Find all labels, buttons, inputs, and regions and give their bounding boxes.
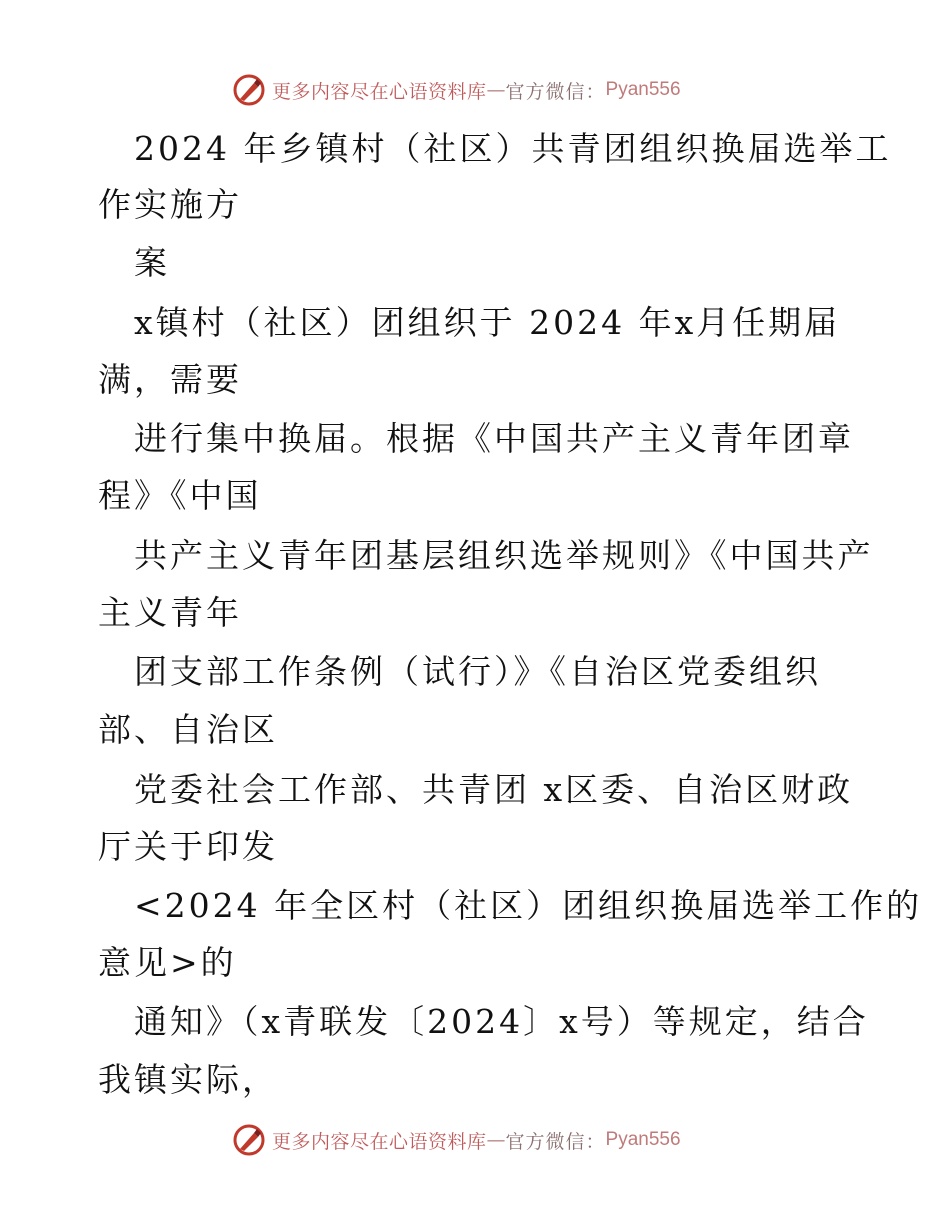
banner-dash: —	[486, 79, 506, 101]
doc-line-5: 满，需要	[98, 360, 242, 399]
doc-line-6: 进行集中换届。根据《中国共产主义青年团章	[134, 419, 854, 458]
banner-dash: —	[486, 1129, 506, 1151]
banner-wechat-handle: Pyan556	[605, 79, 681, 100]
banner-wechat-handle: Pyan556	[605, 1129, 681, 1150]
doc-line-17: 我镇实际，	[98, 1060, 278, 1099]
doc-line-2: 作实施方	[98, 185, 242, 224]
pen-seal-icon	[232, 1123, 266, 1157]
banner-site-text: 更多内容尽在心语资料库	[272, 1130, 487, 1153]
doc-line-12: 党委社会工作部、共青团 x区委、自治区财政	[134, 770, 854, 809]
doc-line-1: 2024 年乡镇村（社区）共青团组织换届选举工	[134, 129, 892, 168]
doc-line-7: 程》《中国	[98, 476, 262, 515]
pen-seal-icon	[232, 73, 266, 107]
doc-line-16: 通知》（x青联发〔2024〕x号）等规定，结合	[134, 1002, 869, 1041]
footer-banner	[232, 1120, 712, 1160]
doc-line-11: 部、自治区	[98, 710, 278, 749]
doc-line-14: <2024 年全区村（社区）团组织换届选举工作的	[134, 886, 923, 925]
banner-wechat-label: 官方微信：	[505, 80, 606, 103]
doc-line-9: 主义青年	[98, 593, 242, 632]
header-banner	[232, 70, 712, 110]
doc-line-10: 团支部工作条例（试行）》《自治区党委组织	[134, 652, 821, 691]
doc-line-3: 案	[134, 243, 170, 282]
banner-site-text: 更多内容尽在心语资料库	[272, 80, 487, 103]
doc-line-4: x镇村（社区）团组织于 2024 年x月任期届	[134, 303, 841, 342]
banner-wechat-label: 官方微信：	[505, 1130, 606, 1153]
doc-line-15: 意见>的	[98, 943, 237, 982]
doc-line-13: 厅关于印发	[98, 827, 278, 866]
doc-line-8: 共产主义青年团基层组织选举规则》《中国共产	[134, 536, 874, 575]
